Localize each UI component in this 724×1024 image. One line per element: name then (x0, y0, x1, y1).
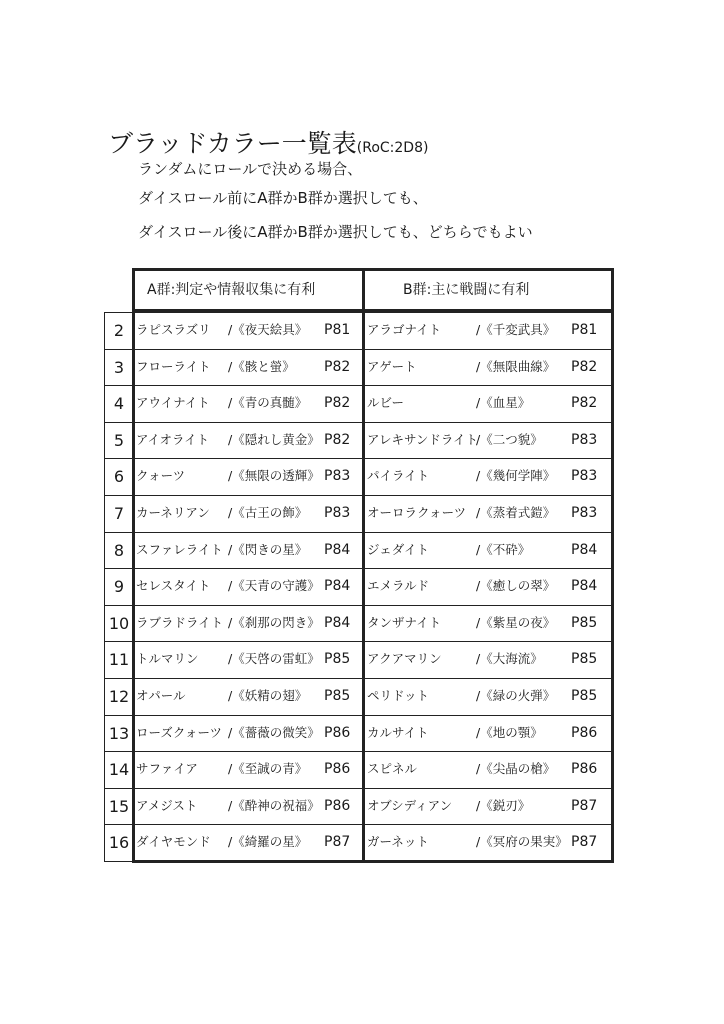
skill-name: /《天青の守護》 (228, 578, 320, 594)
skill-name: /《二つ貌》 (476, 431, 543, 447)
gem-name: アメジスト (136, 797, 198, 813)
gem-name: カルサイト (367, 724, 429, 740)
skill-name: /《癒しの翠》 (476, 578, 556, 594)
roll-number: 13 (104, 715, 133, 753)
group-a-cell (132, 532, 365, 570)
page-ref: P87 (324, 834, 351, 851)
table-row (104, 678, 614, 715)
page-ref: P85 (324, 651, 351, 668)
table-row (104, 532, 614, 569)
page-ref: P85 (571, 614, 598, 631)
table-row (104, 824, 614, 861)
table-row (104, 751, 614, 788)
table-row (104, 495, 614, 532)
page-ref: P82 (324, 358, 351, 375)
gem-name: パイライト (367, 468, 430, 484)
gem-name: ラピスラズリ (136, 322, 211, 337)
header-group-b: B群:主に戦闘に有利 (362, 268, 614, 312)
page-ref: P83 (571, 468, 598, 485)
skill-name: /《天啓の雷虹》 (228, 651, 320, 667)
skill-name: /《無限曲線》 (476, 358, 556, 374)
page-ref: P82 (571, 358, 598, 375)
gem-name: アウイナイト (136, 395, 210, 411)
page-ref: P85 (324, 688, 351, 704)
page-ref: P84 (324, 614, 351, 631)
group-b-cell (363, 788, 614, 826)
gem-name: クォーツ (136, 468, 186, 484)
group-a-cell (132, 824, 365, 862)
gem-name: ルビー (367, 395, 405, 411)
gem-name: ガーネット (367, 834, 429, 850)
group-b-cell (363, 458, 614, 496)
gem-name: アイオライト (136, 431, 210, 447)
skill-name: /《夜天絵具》 (228, 322, 308, 337)
gem-name: ラブラドライト (136, 614, 224, 630)
skill-name: /《大海流》 (476, 651, 543, 667)
gem-name: カーネリアン (136, 505, 210, 520)
page-ref: P84 (571, 541, 598, 558)
skill-name: /《幾何学陣》 (476, 468, 556, 484)
skill-name: /《紫星の夜》 (476, 614, 556, 630)
group-a-cell (132, 495, 365, 533)
page-ref: P81 (571, 322, 598, 338)
group-b-cell (363, 349, 614, 387)
skill-name: /《千変武具》 (476, 322, 556, 337)
page-ref: P81 (324, 322, 351, 338)
group-a-cell (132, 422, 365, 460)
page-ref: P86 (324, 724, 351, 741)
gem-name: アレキサンドライト (367, 431, 479, 447)
gem-name: スピネル (367, 761, 418, 777)
gem-name: オパール (136, 688, 186, 703)
instruction-line-2: ダイスロール前にA群かB群か選択しても、 (138, 189, 428, 207)
skill-name: /《血星》 (476, 395, 531, 411)
skill-name: /《緑の火弾》 (476, 688, 556, 703)
roll-number: 16 (104, 824, 133, 862)
skill-name: /《不砕》 (476, 541, 531, 557)
group-a-cell (132, 678, 365, 716)
roll-number: 2 (104, 312, 133, 350)
page-ref: P86 (571, 761, 598, 778)
group-b-cell (363, 568, 614, 606)
group-b-cell (363, 312, 614, 350)
page-ref: P85 (571, 651, 598, 668)
page-title (108, 124, 428, 160)
table-row (104, 312, 614, 349)
gem-name: オブシディアン (367, 797, 453, 813)
page-ref: P86 (324, 761, 351, 778)
group-a-cell (132, 715, 365, 753)
group-b-cell (363, 532, 614, 570)
group-b-cell (363, 385, 614, 423)
group-b-cell (363, 715, 614, 753)
skill-name: /《鋭刃》 (476, 797, 531, 813)
gem-name: タンザナイト (367, 614, 442, 630)
page-ref: P82 (571, 395, 598, 412)
page-ref: P83 (324, 505, 351, 521)
page-ref: P84 (324, 578, 351, 595)
skill-name: /《妖精の翅》 (228, 688, 308, 703)
skill-name: /《古王の飾》 (228, 505, 308, 520)
group-b-cell (363, 422, 614, 460)
page-ref: P83 (324, 468, 351, 485)
table-row (104, 385, 614, 422)
table-row (104, 349, 614, 386)
group-b-cell (363, 605, 614, 643)
group-a-cell (132, 385, 365, 423)
gem-name: サファイア (136, 761, 198, 777)
page-ref: P87 (571, 834, 598, 851)
gem-name: ジェダイト (367, 541, 430, 557)
group-a-cell (132, 605, 365, 643)
page-ref: P82 (324, 395, 351, 412)
gem-name: フローライト (136, 358, 211, 374)
page-ref: P82 (324, 431, 351, 448)
page-ref: P84 (571, 578, 598, 595)
roll-number: 5 (104, 422, 133, 460)
skill-name: /《無限の透輝》 (228, 468, 320, 484)
gem-name: セレスタイト (136, 578, 211, 594)
roll-number: 12 (104, 678, 133, 716)
group-a-cell (132, 312, 365, 350)
group-a-cell (132, 788, 365, 826)
group-a-cell (132, 349, 365, 387)
roll-number: 4 (104, 385, 133, 423)
table-row (104, 788, 614, 825)
roll-number: 15 (104, 788, 133, 826)
roll-number: 11 (104, 641, 133, 679)
skill-name: /《薔薇の微笑》 (228, 724, 320, 740)
title-text: ブラッドカラー一覧表 (108, 129, 357, 158)
roll-number: 8 (104, 532, 133, 570)
skill-name: /《刹那の閃き》 (228, 614, 320, 630)
roll-number: 9 (104, 568, 133, 606)
instruction-line-3: ダイスロール後にA群かB群か選択しても、どちらでもよい (138, 223, 533, 241)
skill-name: /《閃きの星》 (228, 541, 308, 557)
page-ref: P84 (324, 541, 351, 558)
skill-name: /《綺羅の星》 (228, 834, 308, 850)
group-a-cell (132, 458, 365, 496)
group-a-cell (132, 751, 365, 789)
instruction-line-1: ランダムにロールで決める場合、 (138, 160, 363, 178)
page-ref: P85 (571, 688, 598, 704)
roll-number: 6 (104, 458, 133, 496)
gem-name: ローズクォーツ (136, 724, 223, 740)
header-group-a: A群:判定や情報収集に有利 (132, 268, 365, 312)
group-b-cell (363, 495, 614, 533)
roll-number: 10 (104, 605, 133, 643)
skill-name: /《骸と螢》 (228, 358, 295, 374)
table-row (104, 568, 614, 605)
group-b-cell (363, 824, 614, 862)
gem-name: アラゴナイト (367, 322, 442, 337)
gem-name: スファレライト (136, 541, 223, 557)
gem-name: トルマリン (136, 651, 199, 667)
skill-name: /《地の顎》 (476, 724, 543, 740)
title-suffix: (RoC:2D8) (356, 140, 429, 156)
skill-name: /《蒸着式鎧》 (476, 505, 556, 520)
skill-name: /《酔神の祝福》 (228, 797, 320, 813)
group-b-cell (363, 751, 614, 789)
page-ref: P83 (571, 505, 598, 521)
page-ref: P83 (571, 431, 598, 448)
table-row (104, 422, 614, 459)
roll-number: 7 (104, 495, 133, 533)
skill-name: /《青の真髄》 (228, 395, 308, 411)
page-ref: P86 (324, 797, 351, 814)
gem-name: ペリドット (367, 688, 430, 703)
table-row (104, 641, 614, 678)
table-row (104, 458, 614, 495)
group-b-cell (363, 678, 614, 716)
gem-name: アゲート (367, 358, 417, 374)
page-ref: P87 (571, 797, 598, 814)
table-row (104, 715, 614, 752)
gem-name: オーロラクォーツ (367, 505, 467, 520)
gem-name: アクアマリン (367, 651, 442, 667)
skill-name: /《隠れし黄金》 (228, 431, 320, 447)
page-ref: P86 (571, 724, 598, 741)
group-b-cell (363, 641, 614, 679)
gem-name: ダイヤモンド (136, 834, 211, 850)
group-a-cell (132, 568, 365, 606)
skill-name: /《尖晶の槍》 (476, 761, 556, 777)
roll-number: 14 (104, 751, 133, 789)
roll-number: 3 (104, 349, 133, 387)
gem-name: エメラルド (367, 578, 430, 594)
skill-name: /《冥府の果実》 (476, 834, 568, 850)
group-a-cell (132, 641, 365, 679)
table-row (104, 605, 614, 642)
skill-name: /《至誠の青》 (228, 761, 308, 777)
